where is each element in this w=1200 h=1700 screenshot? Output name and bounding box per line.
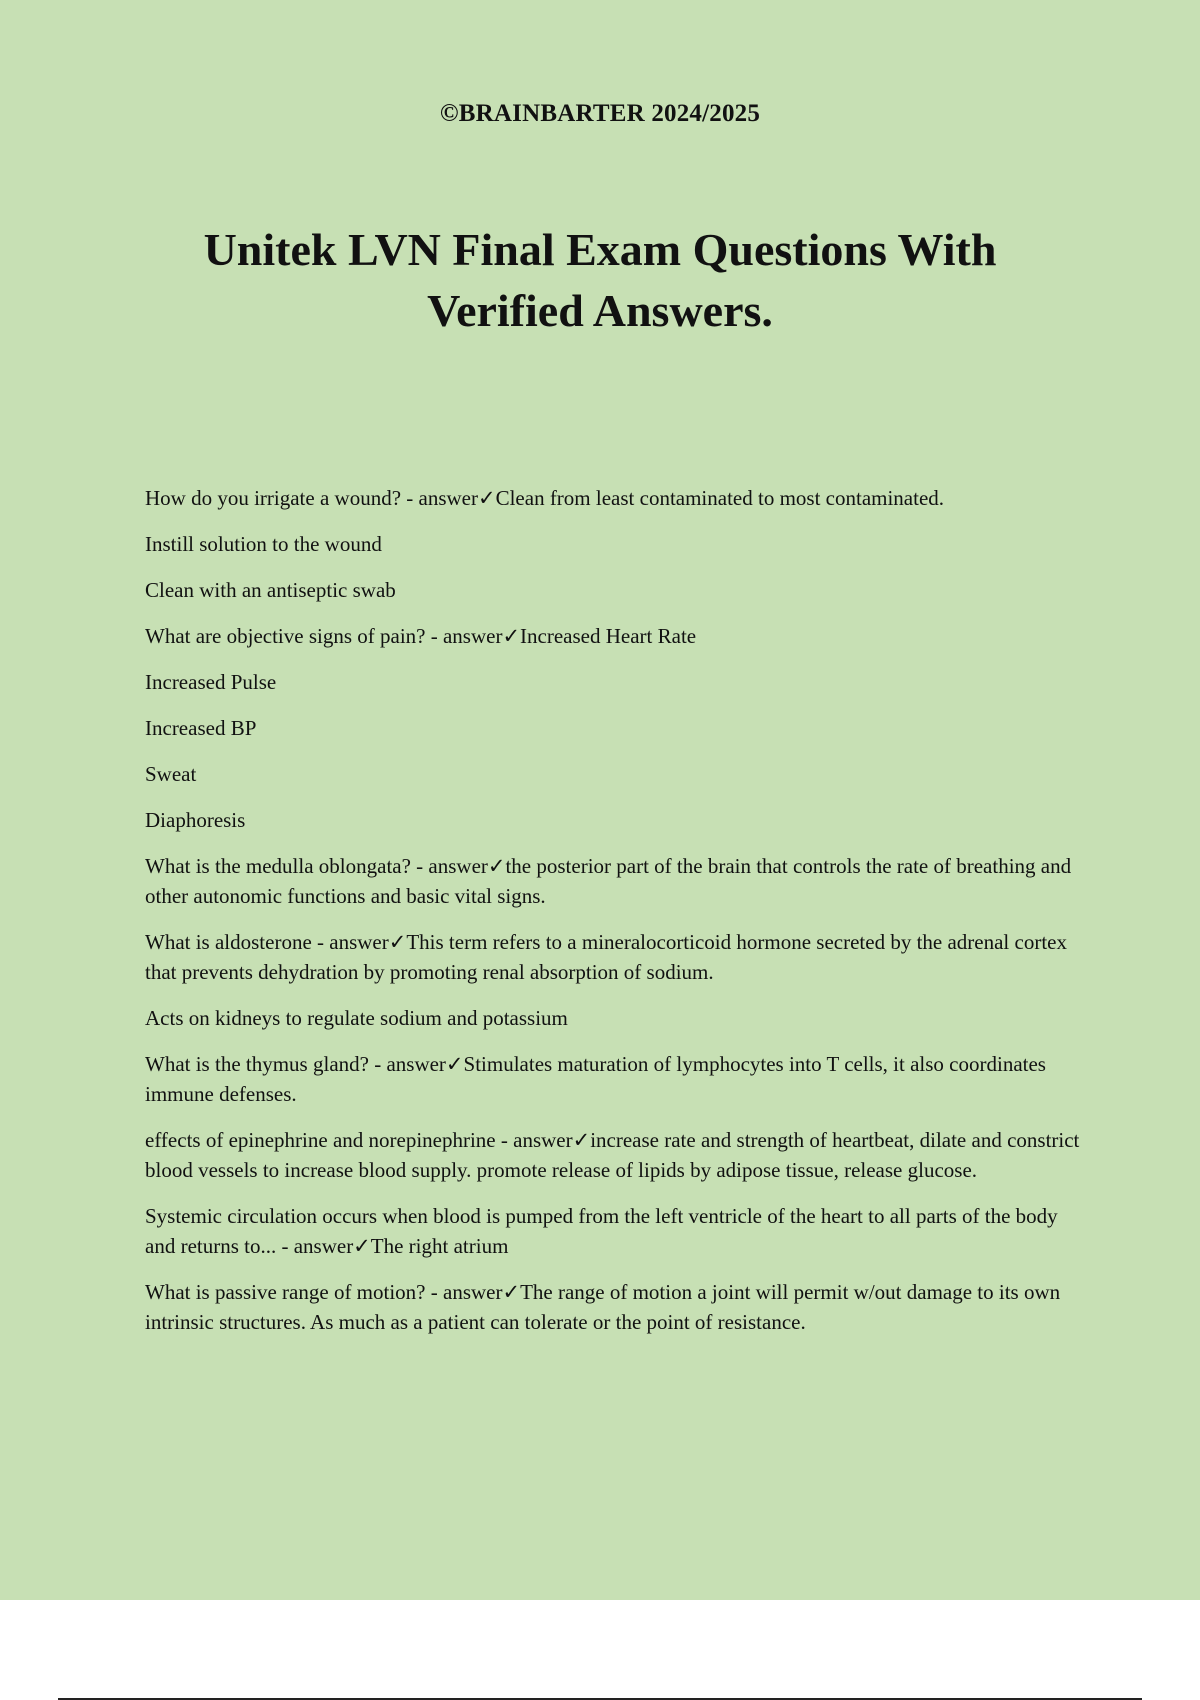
qa-item: How do you irrigate a wound? - answer✓Clean from least contaminated to most contaminated. <box>145 486 945 510</box>
qa-item: Instill solution to the wound <box>145 532 382 556</box>
qa-item: What is aldosterone - answer✓This term refers to a mineralocorticoid hormone secreted by the adrenal cortex that prevents dehydration by promoting renal absorption of sodium. <box>145 930 1067 984</box>
title-line-1: Unitek LVN Final Exam Questions With <box>203 224 997 275</box>
qa-item: Systemic circulation occurs when blood is pumped from the left ventricle of the heart to all parts of the body and returns to... - answer✓The right atrium <box>145 1204 1058 1258</box>
qa-item: Increased Pulse <box>145 670 277 694</box>
qa-item: Sweat <box>145 762 197 786</box>
qa-item: What are objective signs of pain? - answer✓Increased Heart Rate <box>145 624 697 648</box>
qa-item: Acts on kidneys to regulate sodium and potassium <box>145 1006 568 1030</box>
qa-list <box>145 483 1085 1353</box>
qa-item: What is passive range of motion? - answer✓The range of motion a joint will permit w/out damage to its own intrinsic structures. As much as a patient can tolerate or the point of resistance. <box>145 1280 1061 1334</box>
qa-item: Diaphoresis <box>145 808 246 832</box>
qa-item: What is the thymus gland? - answer✓Stimulates maturation of lymphocytes into T cells, it also coordinates immune defenses. <box>145 1052 1046 1106</box>
title-line-2: Verified Answers. <box>427 285 773 336</box>
qa-item: effects of epinephrine and norepinephrine - answer✓increase rate and strength of heartbeat, dilate and constrict blood vessels to increase blood supply. promote release of lipids by adipose tissue, release glucose. <box>145 1128 1080 1182</box>
document-title <box>0 219 1200 341</box>
qa-item: Increased BP <box>145 716 257 740</box>
qa-item: What is the medulla oblongata? - answer✓the posterior part of the brain that controls the rate of breathing and other autonomic functions and basic vital signs. <box>145 854 1072 908</box>
copyright-watermark: ©BRAINBARTER 2024/2025 <box>439 100 761 127</box>
qa-item: Clean with an antiseptic swab <box>145 578 396 602</box>
